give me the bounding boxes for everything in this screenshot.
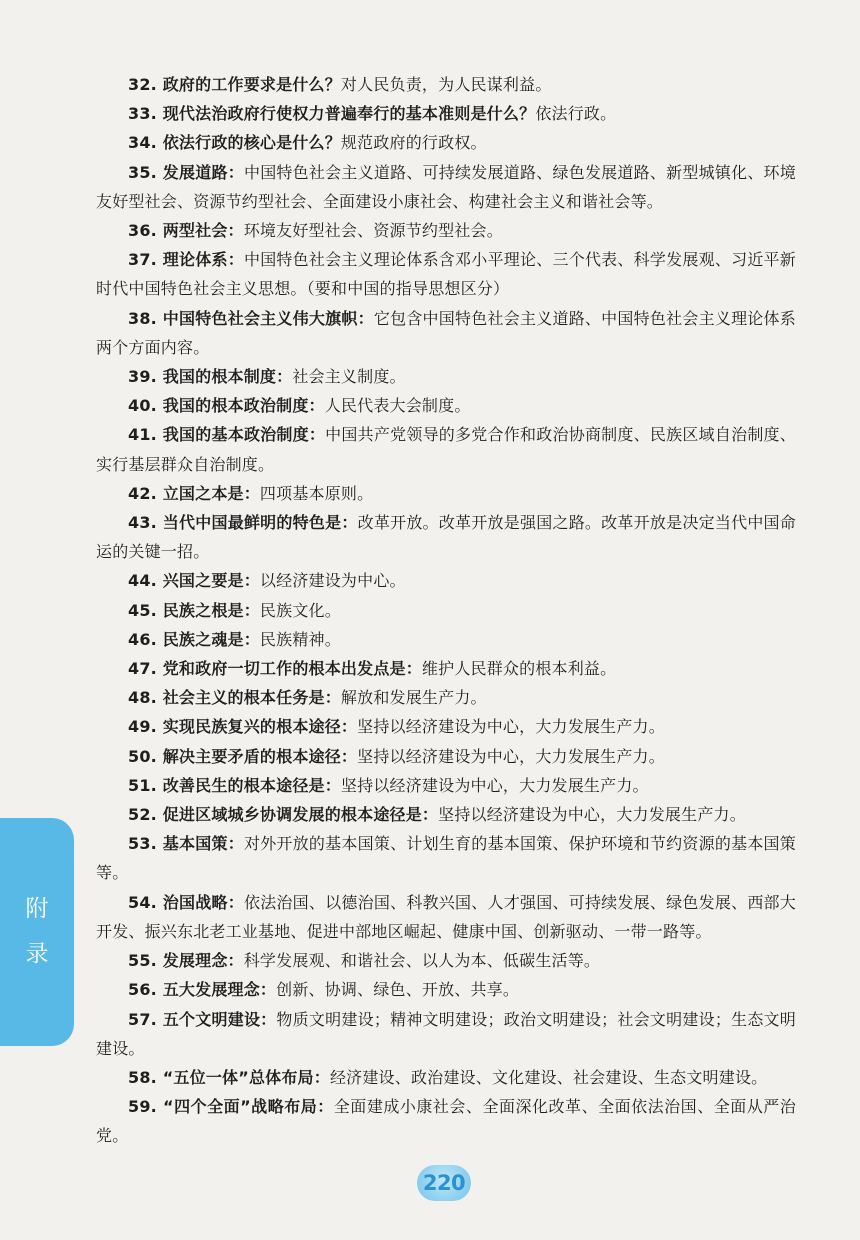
entry-question: 45. 民族之根是： (128, 600, 260, 620)
entry-question: 49. 实现民族复兴的根本途径： (128, 717, 358, 737)
entry-answer: 坚持以经济建设为中心，大力发展生产力。 (438, 805, 746, 825)
entry-answer: 坚持以经济建设为中心，大力发展生产力。 (357, 717, 665, 737)
entry-question: 36. 两型社会： (128, 221, 244, 241)
list-item (96, 800, 796, 829)
entry-question: 46. 民族之魂是： (128, 629, 260, 649)
entry-answer: 坚持以经济建设为中心，大力发展生产力。 (340, 775, 649, 795)
list-item (96, 391, 796, 420)
entry-question: 50. 解决主要矛盾的根本途径： (128, 746, 358, 766)
entry-answer: 对外开放的基本国策、计划生育的基本国策、保护环境和节约资源的基本国策等。 (96, 834, 796, 883)
list-item (96, 596, 796, 625)
entry-question: 58. “五位一体”总体布局： (128, 1067, 330, 1087)
entry-question: 32. 政府的工作要求是什么？ (128, 75, 341, 94)
entry-question: 52. 促进区域城乡协调发展的根本途径是： (128, 805, 439, 825)
entry-answer: 维护人民群众的根本利益。 (421, 659, 617, 679)
entry-answer: 民族精神。 (259, 629, 341, 649)
entry-answer: 科学发展观、和谐社会、以人为本、低碳生活等。 (243, 951, 601, 971)
entry-question: 55. 发展理念： (128, 951, 244, 971)
entry-answer: 创新、协调、绿色、开放、共享。 (276, 980, 520, 1000)
list-item (96, 771, 796, 800)
entry-question: 53. 基本国策： (128, 834, 244, 854)
entry-answer: 物质文明建设；精神文明建设；政治文明建设；社会文明建设；生态文明建设。 (96, 1009, 796, 1058)
list-item (96, 479, 796, 508)
side-tab-char: 录 (25, 941, 49, 967)
entry-answer: 人民代表大会制度。 (324, 396, 471, 416)
entry-question: 35. 发展道路： (128, 162, 244, 182)
list-item (96, 625, 796, 654)
entry-question: 44. 兴国之要是： (128, 571, 260, 591)
list-item (96, 304, 796, 362)
entry-question: 40. 我国的根本政治制度： (128, 396, 325, 416)
entry-answer: 社会主义制度。 (292, 367, 406, 387)
entry-question: 41. 我国的基本政治制度： (128, 425, 326, 445)
list-item (96, 70, 796, 99)
entry-answer: 环境友好型社会、资源节约型社会。 (243, 221, 503, 241)
entry-answer: 全面建成小康社会、全面深化改革、全面依法治国、全面从严治党。 (96, 1097, 796, 1146)
entry-answer: 四项基本原则。 (259, 483, 374, 503)
entry-question: 38. 中国特色社会主义伟大旗帜： (128, 308, 374, 328)
page-number-badge (417, 1165, 471, 1201)
list-item (96, 508, 796, 566)
list-item (96, 245, 796, 303)
list-item (96, 1063, 796, 1092)
page-number: 220 (422, 1171, 466, 1195)
entry-question: 42. 立国之本是： (128, 483, 260, 503)
list-item (96, 712, 796, 741)
entry-question: 59. “四个全面”战略布局： (128, 1097, 334, 1117)
list-item (96, 128, 796, 157)
entry-answer: 中国特色社会主义理论体系含邓小平理论、三个代表、科学发展观、习近平新时代中国特色社会主义思想。（要和中国的指导思想区分） (96, 250, 796, 299)
entry-answer: 民族文化。 (259, 600, 341, 620)
entry-question: 34. 依法行政的核心是什么？ (128, 133, 341, 153)
entry-answer: 经济建设、政治建设、文化建设、社会建设、生态文明建设。 (329, 1067, 768, 1087)
entry-question: 33. 现代法治政府行使权力普遍奉行的基本准则是什么？ (128, 104, 536, 124)
entry-question: 48. 社会主义的根本任务是： (128, 688, 341, 708)
qa-list (96, 70, 796, 1151)
list-item (96, 216, 796, 245)
entry-answer: 依法行政。 (535, 104, 617, 124)
list-item (96, 975, 796, 1004)
list-item (96, 683, 796, 712)
list-item (96, 362, 796, 391)
list-item (96, 888, 796, 946)
entry-question: 56. 五大发展理念： (128, 980, 277, 1000)
entry-answer: 中国共产党领导的多党合作和政治协商制度、民族区域自治制度、实行基层群众自治制度。 (96, 425, 796, 474)
entry-question: 43. 当代中国最鲜明的特色是： (128, 513, 358, 533)
entry-question: 57. 五个文明建设： (128, 1009, 277, 1029)
entry-question: 47. 党和政府一切工作的根本出发点是： (128, 659, 422, 679)
entry-question: 39. 我国的根本制度： (128, 367, 293, 387)
entry-answer: 以经济建设为中心。 (259, 571, 406, 591)
list-item (96, 1092, 796, 1150)
entry-question: 37. 理论体系： (128, 250, 244, 270)
list-item (96, 946, 796, 975)
list-item (96, 566, 796, 595)
entry-question: 54. 治国战略： (128, 892, 244, 912)
entry-answer: 中国特色社会主义道路、可持续发展道路、绿色发展道路、新型城镇化、环境友好型社会、资源节约型社会、全面建设小康社会、构建社会主义和谐社会等。 (96, 162, 796, 211)
list-item (96, 654, 796, 683)
list-item (96, 742, 796, 771)
list-item (96, 829, 796, 887)
entry-answer: 对人民负责，为人民谋利益。 (340, 75, 552, 94)
list-item (96, 1005, 796, 1063)
list-item (96, 420, 796, 478)
list-item (96, 158, 796, 216)
entry-answer: 依法治国、以德治国、科教兴国、人才强国、可持续发展、绿色发展、西部大开发、振兴东北老工业基地、促进中部地区崛起、健康中国、创新驱动、一带一路等。 (96, 892, 796, 941)
entry-answer: 改革开放。改革开放是强国之路。改革开放是决定当代中国命运的关键一招。 (96, 513, 796, 562)
appendix-side-tab (0, 818, 74, 1046)
entry-answer: 它包含中国特色社会主义道路、中国特色社会主义理论体系两个方面内容。 (96, 308, 796, 357)
entry-answer: 坚持以经济建设为中心，大力发展生产力。 (357, 746, 665, 766)
entry-answer: 解放和发展生产力。 (340, 688, 487, 708)
list-item (96, 99, 796, 128)
entry-answer: 规范政府的行政权。 (340, 133, 487, 153)
entry-question: 51. 改善民生的根本途径是： (128, 775, 341, 795)
side-tab-char: 附 (25, 896, 49, 922)
